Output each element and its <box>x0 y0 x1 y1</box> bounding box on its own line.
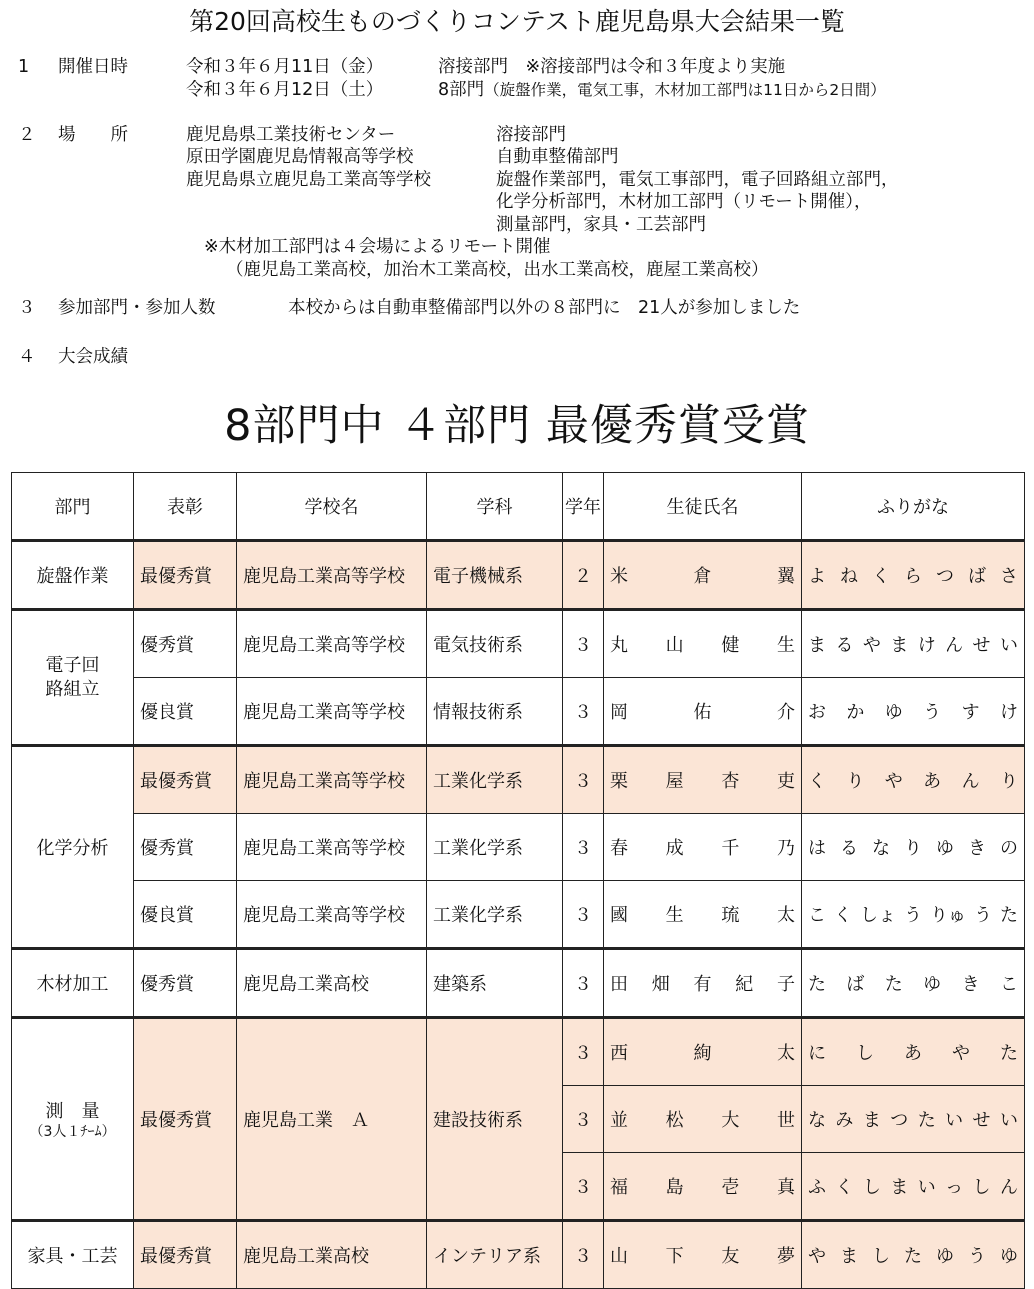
char: く <box>834 905 852 926</box>
char: 田 <box>610 974 628 995</box>
info-label: 大会成績 <box>58 346 128 367</box>
spread-text <box>604 1242 801 1268</box>
info-label: 場 所 <box>58 124 128 145</box>
award-cell: 最優秀賞 <box>134 746 237 814</box>
school-cell: 鹿児島工業高等学校 <box>237 814 427 881</box>
info-label: 参加部門・参加人数 <box>58 298 216 318</box>
kana-cell <box>802 949 1025 1018</box>
char: 山 <box>665 635 684 656</box>
venue-row-4 <box>0 191 1034 214</box>
course-cell: 建築系 <box>427 949 563 1018</box>
char: りゅ <box>930 905 966 926</box>
remote-note-2: （鹿児島工業高校，加治木工業高校，出水工業高校，鹿屋工業高校） <box>226 259 769 280</box>
spread-text <box>604 834 801 860</box>
char: 健 <box>721 635 740 656</box>
char: ん <box>945 635 964 656</box>
char: み <box>835 1110 854 1131</box>
char: り <box>904 838 922 859</box>
char: 介 <box>777 702 795 723</box>
name-cell <box>604 541 802 610</box>
char: た <box>1000 905 1018 926</box>
spread-text <box>604 1173 801 1199</box>
char: 岡 <box>610 702 628 723</box>
char: 下 <box>665 1246 684 1267</box>
course-cell: 電子機械系 <box>427 541 563 610</box>
dept-cell: 化学分析 <box>12 746 134 949</box>
info-num: ２ <box>18 124 36 145</box>
remote-note-1: ※木材加工部門は４会場によるリモート開催 <box>204 237 551 257</box>
venue-dept: 溶接部門 <box>496 124 566 145</box>
char: や <box>862 635 881 656</box>
char: 紀 <box>735 974 754 995</box>
char: い <box>999 635 1018 656</box>
date-2: 令和３年６月12日（土） <box>186 79 384 100</box>
dept-note: （3人１ﾁｰﾑ） <box>29 1124 116 1140</box>
char: 西 <box>610 1043 628 1064</box>
grade-cell: ３ <box>563 1086 604 1153</box>
header-name: 生徒氏名 <box>604 473 802 541</box>
char: お <box>808 702 826 723</box>
char: 佑 <box>693 702 712 723</box>
award-cell: 最優秀賞 <box>134 541 237 610</box>
char: や <box>808 1246 826 1267</box>
char: い <box>917 1177 936 1198</box>
char: 杏 <box>721 771 740 792</box>
venue-row-5 <box>0 214 1034 237</box>
name-cell <box>604 1018 802 1086</box>
char: 生 <box>665 905 684 926</box>
char: た <box>904 1246 922 1267</box>
spread-text <box>802 1173 1024 1199</box>
char: る <box>840 838 858 859</box>
name-cell <box>604 1086 802 1153</box>
char: ば <box>846 974 865 995</box>
char: 太 <box>777 1043 795 1064</box>
course-cell: 工業化学系 <box>427 746 563 814</box>
spread-text <box>802 1106 1024 1132</box>
table-row <box>12 746 1025 814</box>
date-1: 令和３年６月11日（金） <box>186 57 384 77</box>
char: 米 <box>610 566 628 587</box>
char: 山 <box>610 1246 628 1267</box>
event-1: 溶接部門 ※溶接部門は令和３年度より実施 <box>438 57 786 77</box>
char: た <box>1000 1043 1018 1064</box>
char: ゆ <box>936 838 954 859</box>
venue-name: 鹿児島県工業技術センター <box>186 124 396 145</box>
spread-text <box>604 631 801 657</box>
char: 福 <box>610 1177 628 1198</box>
char: ま <box>862 1110 881 1131</box>
grade-cell: ３ <box>563 678 604 746</box>
kana-cell <box>802 678 1025 746</box>
name-cell <box>604 746 802 814</box>
char: 夢 <box>776 1246 795 1267</box>
char: 成 <box>665 838 684 859</box>
grade-cell: ３ <box>563 746 604 814</box>
award-cell: 優秀賞 <box>134 949 237 1018</box>
char: け <box>917 635 936 656</box>
venue-row-1 <box>0 124 1034 147</box>
grade-cell: ３ <box>563 610 604 678</box>
char: さ <box>1000 566 1018 587</box>
kana-cell <box>802 1221 1025 1289</box>
school-cell: 鹿児島工業 Ａ <box>237 1018 427 1221</box>
char: あ <box>923 771 942 792</box>
char: せ <box>972 1110 991 1131</box>
participants-row <box>0 297 1034 320</box>
dept-cell: 旋盤作業 <box>12 541 134 610</box>
results-table <box>11 472 1025 1289</box>
header-school: 学校名 <box>237 473 427 541</box>
kana-cell <box>802 746 1025 814</box>
course-cell: 建設技術系 <box>427 1018 563 1221</box>
char: 子 <box>777 974 795 995</box>
char: く <box>835 1177 854 1198</box>
char: 翼 <box>777 566 795 587</box>
dept-cell: 測 量 （3人１ﾁｰﾑ） <box>12 1018 134 1221</box>
char: や <box>952 1043 970 1064</box>
grade-cell: ３ <box>563 1221 604 1289</box>
char: 屋 <box>665 771 684 792</box>
char: た <box>884 974 903 995</box>
char: け <box>999 702 1018 723</box>
table-row <box>12 1221 1025 1289</box>
header-dept: 部門 <box>12 473 134 541</box>
table-row <box>12 949 1025 1018</box>
char: ま <box>840 1246 858 1267</box>
info-num: ４ <box>18 346 36 367</box>
header-grade: 学年 <box>563 473 604 541</box>
info-date-row-2 <box>0 79 1034 102</box>
char: ゆ <box>936 1246 954 1267</box>
event-2-note: （旋盤作業，電気工事，木材加工部門は11日から2日間） <box>484 80 886 99</box>
char: 國 <box>610 905 628 926</box>
char: る <box>835 635 854 656</box>
char: ば <box>968 566 986 587</box>
school-cell: 鹿児島工業高等学校 <box>237 678 427 746</box>
char: に <box>808 1043 826 1064</box>
char: 大 <box>721 1110 740 1131</box>
school-cell: 鹿児島工業高等学校 <box>237 610 427 678</box>
event-info <box>0 56 1034 368</box>
spread-text <box>802 834 1024 860</box>
award-cell: 優良賞 <box>134 881 237 949</box>
grade-cell: ３ <box>563 1018 604 1086</box>
char: あ <box>904 1043 922 1064</box>
kana-cell <box>802 1018 1025 1086</box>
school-cell: 鹿児島工業高校 <box>237 1221 427 1289</box>
char: ね <box>840 566 858 587</box>
char: 春 <box>610 838 628 859</box>
venue-dept: 旋盤作業部門，電気工事部門，電子回路組立部門， <box>496 169 899 190</box>
char: ま <box>890 1177 909 1198</box>
spread-text <box>604 970 801 996</box>
char: ら <box>904 566 922 587</box>
table-row <box>12 881 1025 949</box>
char: ゆ <box>923 974 942 995</box>
char: し <box>872 1246 890 1267</box>
char: し <box>856 1043 874 1064</box>
name-cell <box>604 610 802 678</box>
char: 世 <box>776 1110 795 1131</box>
char: な <box>872 838 890 859</box>
char: の <box>1000 838 1018 859</box>
grade-cell: ３ <box>563 814 604 881</box>
course-cell: インテリア系 <box>427 1221 563 1289</box>
award-cell: 優秀賞 <box>134 610 237 678</box>
char: り <box>999 771 1018 792</box>
char: い <box>999 1110 1018 1131</box>
name-cell <box>604 881 802 949</box>
char: つ <box>890 1110 909 1131</box>
char: 真 <box>776 1177 795 1198</box>
char: 栗 <box>610 771 628 792</box>
char: しょ <box>860 905 896 926</box>
grade-cell: ３ <box>563 1153 604 1221</box>
venue-name: 原田学園鹿児島情報高等学校 <box>186 147 414 167</box>
venue-dept: 化学分析部門，木材加工部門（リモート開催）， <box>496 192 872 212</box>
char: つ <box>936 566 954 587</box>
award-cell: 最優秀賞 <box>134 1221 237 1289</box>
name-cell <box>604 949 802 1018</box>
spread-text <box>802 698 1024 724</box>
char: ま <box>890 635 909 656</box>
spread-text <box>802 767 1024 793</box>
course-cell: 電気技術系 <box>427 610 563 678</box>
char: こ <box>999 974 1018 995</box>
kana-cell <box>802 814 1025 881</box>
char: く <box>872 566 890 587</box>
spread-text <box>802 1039 1024 1065</box>
headline: 8部門中 ４部門 最優秀賞受賞 <box>224 401 810 451</box>
char: た <box>808 974 826 995</box>
grade-cell: ２ <box>563 541 604 610</box>
char: 有 <box>693 974 712 995</box>
spread-text <box>604 901 801 927</box>
char: ふ <box>808 1177 826 1198</box>
spread-text <box>802 631 1024 657</box>
char: 乃 <box>776 838 795 859</box>
char: う <box>904 905 922 926</box>
header-award: 表彰 <box>134 473 237 541</box>
char: ん <box>999 1177 1018 1198</box>
char: う <box>923 702 942 723</box>
kana-cell <box>802 610 1025 678</box>
results-row <box>0 346 1034 369</box>
char: 丸 <box>610 635 628 656</box>
char: ゆ <box>884 702 903 723</box>
spread-text <box>802 1242 1024 1268</box>
venue-dept: 自動車整備部門 <box>496 147 619 167</box>
char: せ <box>972 635 991 656</box>
venue-name: 鹿児島県立鹿児島工業高等学校 <box>186 169 431 190</box>
table-row <box>12 814 1025 881</box>
participants-text: 本校からは自動車整備部門以外の８部門に 21人が参加しました <box>288 298 801 318</box>
char: た <box>917 1110 936 1131</box>
char: か <box>846 702 865 723</box>
course-cell: 情報技術系 <box>427 678 563 746</box>
char: う <box>974 905 992 926</box>
name-cell <box>604 678 802 746</box>
header-kana: ふりがな <box>802 473 1025 541</box>
char: 生 <box>776 635 795 656</box>
char: 島 <box>665 1177 684 1198</box>
dept-cell: 電子回路組立 <box>12 610 134 746</box>
char: き <box>961 974 980 995</box>
grade-cell: ３ <box>563 881 604 949</box>
char: す <box>961 702 980 723</box>
page-title: 第20回高校生ものづくりコンテスト鹿児島県大会結果一覧 <box>189 7 845 36</box>
char: 倉 <box>693 566 712 587</box>
char: 並 <box>610 1110 628 1131</box>
char: し <box>862 1177 881 1198</box>
char: ん <box>961 771 980 792</box>
name-cell <box>604 814 802 881</box>
kana-cell <box>802 541 1025 610</box>
venue-row-3 <box>0 169 1034 192</box>
spread-text <box>604 562 801 588</box>
spread-text <box>802 562 1024 588</box>
char: き <box>968 838 986 859</box>
char: り <box>846 771 865 792</box>
dept-cell: 木材加工 <box>12 949 134 1018</box>
kana-cell <box>802 1153 1025 1221</box>
award-cell: 最優秀賞 <box>134 1018 237 1221</box>
school-cell: 鹿児島工業高等学校 <box>237 746 427 814</box>
kana-cell <box>802 1086 1025 1153</box>
spread-text <box>604 767 801 793</box>
char: っ <box>945 1177 964 1198</box>
char: 千 <box>721 838 740 859</box>
name-cell <box>604 1153 802 1221</box>
char: よ <box>808 566 826 587</box>
spread-text <box>604 698 801 724</box>
course-cell: 工業化学系 <box>427 881 563 949</box>
char: ゆ <box>1000 1246 1018 1267</box>
char: 壱 <box>721 1177 740 1198</box>
school-cell: 鹿児島工業高校 <box>237 949 427 1018</box>
course-cell: 工業化学系 <box>427 814 563 881</box>
kana-cell <box>802 881 1025 949</box>
char: 琉 <box>721 905 740 926</box>
info-num: 1 <box>18 57 30 77</box>
char: 太 <box>776 905 795 926</box>
table-row <box>12 1018 1025 1086</box>
table-header <box>12 473 1025 541</box>
char: う <box>968 1246 986 1267</box>
table-row <box>12 541 1025 610</box>
spread-text <box>802 970 1024 996</box>
spread-text <box>604 1039 801 1065</box>
info-num: ３ <box>18 298 36 318</box>
char: し <box>972 1177 991 1198</box>
award-cell: 優秀賞 <box>134 814 237 881</box>
award-cell: 優良賞 <box>134 678 237 746</box>
grade-cell: ３ <box>563 949 604 1018</box>
dept-cell: 家具・工芸 <box>12 1221 134 1289</box>
venue-row-2 <box>0 146 1034 169</box>
char: 松 <box>665 1110 684 1131</box>
char: は <box>808 838 826 859</box>
char: 絢 <box>693 1043 712 1064</box>
char: ま <box>808 635 826 656</box>
char: な <box>808 1110 826 1131</box>
event-2: 8部門（旋盤作業，電気工事，木材加工部門は11日から2日間） <box>438 79 886 100</box>
char: く <box>808 771 826 792</box>
spread-text <box>802 901 1024 927</box>
table-row <box>12 678 1025 746</box>
info-label: 開催日時 <box>58 57 128 77</box>
school-cell: 鹿児島工業高等学校 <box>237 881 427 949</box>
char: 友 <box>721 1246 740 1267</box>
char: い <box>945 1110 964 1131</box>
info-date-row-1 <box>0 56 1034 79</box>
char: こ <box>808 905 826 926</box>
venue-dept: 測量部門，家具・工芸部門 <box>496 214 706 235</box>
school-cell: 鹿児島工業高等学校 <box>237 541 427 610</box>
char: 畑 <box>651 974 670 995</box>
header-course: 学科 <box>427 473 563 541</box>
char: 吏 <box>776 771 795 792</box>
table-row <box>12 610 1025 678</box>
spread-text <box>604 1106 801 1132</box>
name-cell <box>604 1221 802 1289</box>
char: や <box>884 771 903 792</box>
